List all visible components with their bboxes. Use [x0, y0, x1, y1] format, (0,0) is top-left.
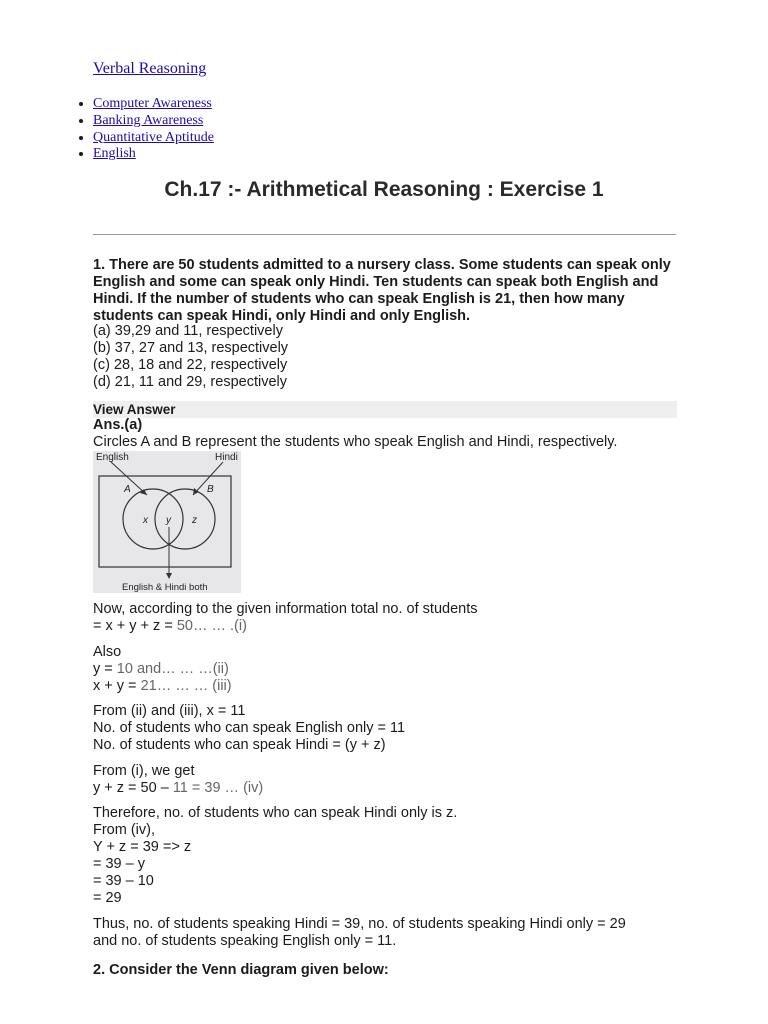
solution-paragraph-6 — [93, 916, 693, 950]
equation-part: = x + y + z = — [93, 617, 177, 634]
verbal-reasoning-link[interactable]: Verbal Reasoning — [93, 60, 207, 77]
question-1-options — [93, 323, 288, 391]
answer-label: Ans.(a) — [93, 417, 143, 433]
circles-explanation: Circles A and B represent the students who speak English and Hindi, respectively. — [93, 434, 618, 450]
solution-line: = 39 – y — [93, 855, 145, 872]
solution-line — [93, 618, 693, 635]
venn-label-both: English & Hindi both — [122, 582, 208, 593]
solution-paragraph-3 — [93, 703, 693, 754]
venn-label-hindi: Hindi — [215, 452, 238, 463]
venn-label-a: A — [124, 484, 131, 495]
solution-line — [93, 780, 693, 797]
equation-part: 10 and… … …(ii) — [116, 660, 229, 677]
nav-item-english — [93, 146, 214, 163]
question-1-text: 1. There are 50 students admitted to a nursery class. Some students can speak only English and some can speak only Hindi. Ten students can speak both English and Hindi. If the number of students who can speak English is 21, then how many students can speak Hindi, only Hindi and only English. — [93, 257, 671, 324]
circle-a — [123, 489, 183, 549]
solution-line: Therefore, no. of students who can speak Hindi only is z. — [93, 805, 458, 821]
quantitative-aptitude-link[interactable]: Quantitative Aptitude — [93, 129, 214, 145]
solution-paragraph-5 — [93, 805, 693, 906]
solution-line: and no. of students speaking English only = 11. — [93, 932, 397, 949]
solution-line: From (ii) and (iii), x = 11 — [93, 703, 246, 719]
solution-line: Now, according to the given information total no. of students — [93, 601, 478, 617]
english-link[interactable]: English — [93, 146, 136, 162]
venn-label-y: y — [166, 515, 171, 526]
topic-nav-list — [70, 96, 214, 163]
equation-part: x + y = — [93, 677, 141, 694]
solution-line: Thus, no. of students speaking Hindi = 39, no. of students speaking Hindi only = 29 — [93, 916, 626, 932]
venn-label-x: x — [143, 515, 148, 526]
solution-paragraph-4 — [93, 763, 693, 797]
solution-line: No. of students who can speak Hindi = (y + z) — [93, 736, 386, 753]
venn-label-b: B — [207, 484, 214, 495]
solution-line: Also — [93, 644, 122, 660]
equation-part: 11 = 39 … (iv) — [172, 779, 264, 796]
solution-line: Y + z = 39 => z — [93, 838, 192, 855]
equation-part: y + z = 50 – — [93, 779, 173, 796]
solution-paragraph-1 — [93, 601, 693, 635]
venn-label-z: z — [192, 515, 197, 526]
venn-diagram-image — [93, 451, 241, 593]
solution-paragraph-2 — [93, 644, 693, 695]
view-answer-toggle[interactable]: View Answer — [93, 401, 677, 418]
nav-item-computer-awareness — [93, 96, 214, 113]
banking-awareness-link[interactable]: Banking Awareness — [93, 112, 204, 128]
solution-line: From (iv), — [93, 821, 156, 838]
venn-label-english: English — [96, 452, 129, 463]
computer-awareness-link[interactable]: Computer Awareness — [93, 96, 212, 111]
option-d: (d) 21, 11 and 29, respectively — [93, 373, 287, 390]
equation-part: 50… … .(i) — [176, 617, 247, 634]
solution-line — [93, 678, 693, 695]
venn-diagram — [93, 451, 241, 593]
solution-line — [93, 661, 693, 678]
equation-part: y = — [93, 660, 117, 677]
circle-b — [155, 489, 215, 549]
solution-line: No. of students who can speak English only = 11 — [93, 719, 406, 736]
option-c: (c) 28, 18 and 22, respectively — [93, 356, 288, 373]
equation-part: 21… … … (iii) — [140, 677, 232, 694]
page-title: Ch.17 :- Arithmetical Reasoning : Exercise 1 — [164, 178, 604, 201]
question-2-text: 2. Consider the Venn diagram given below: — [93, 962, 389, 978]
nav-item-quantitative-aptitude — [93, 130, 214, 147]
solution-line: From (i), we get — [93, 763, 195, 779]
solution-line: = 29 — [93, 889, 122, 906]
option-b: (b) 37, 27 and 13, respectively — [93, 339, 289, 356]
option-a: (a) 39,29 and 11, respectively — [93, 323, 283, 339]
solution-line: = 39 – 10 — [93, 872, 154, 889]
both-arrowhead — [166, 573, 172, 579]
nav-item-banking-awareness — [93, 113, 214, 130]
title-divider — [93, 234, 676, 235]
